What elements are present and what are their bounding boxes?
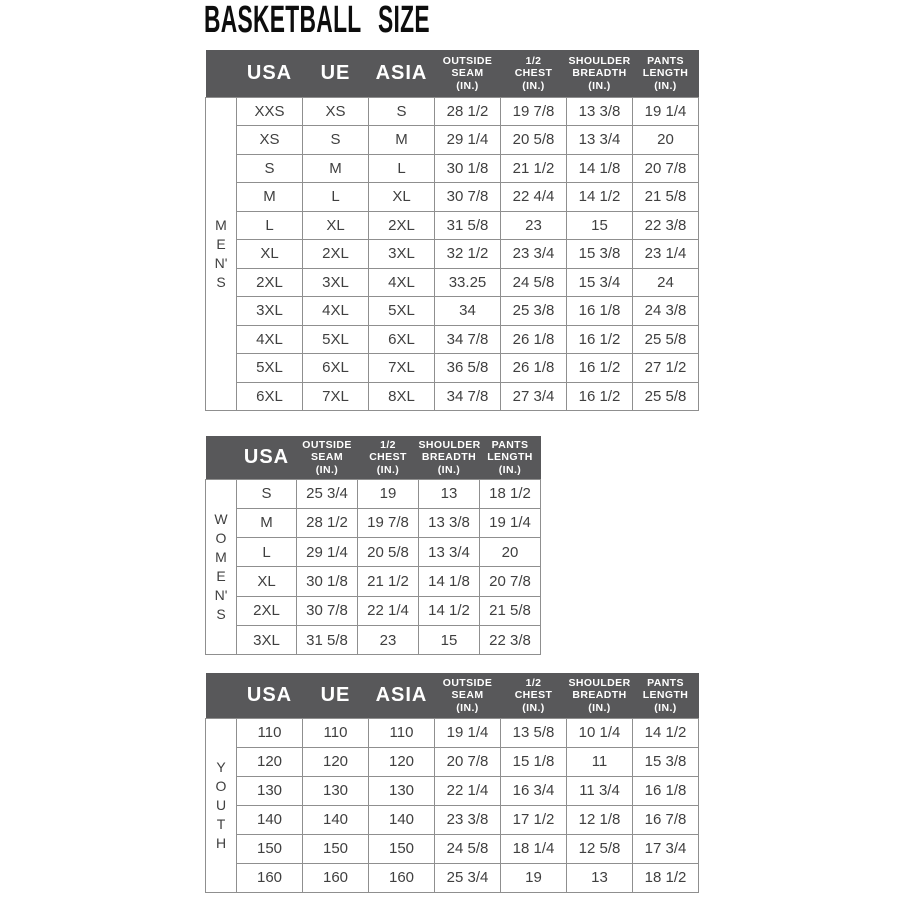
size-cell: 23 3/8 bbox=[435, 805, 501, 834]
column-header: PANTS LENGTH (IN.) bbox=[487, 438, 533, 476]
column-header: UE bbox=[320, 61, 351, 84]
table-row bbox=[206, 183, 699, 212]
column-header: PANTS LENGTH (IN.) bbox=[642, 676, 689, 714]
size-cell: XL bbox=[369, 183, 435, 212]
header-row bbox=[206, 673, 699, 718]
size-cell: 16 3/4 bbox=[501, 776, 567, 805]
size-cell: 22 4/4 bbox=[501, 183, 567, 212]
size-cell: 16 1/2 bbox=[567, 354, 633, 383]
size-cell: 5XL bbox=[237, 354, 303, 383]
size-cell: 160 bbox=[303, 863, 369, 892]
size-cell: 19 bbox=[501, 863, 567, 892]
size-cell: L bbox=[237, 538, 297, 567]
size-cell: 31 5/8 bbox=[297, 625, 358, 654]
size-cell: 14 1/2 bbox=[633, 718, 699, 747]
size-cell: 30 1/8 bbox=[297, 567, 358, 596]
size-cell: 3XL bbox=[237, 297, 303, 326]
size-cell: 24 bbox=[633, 268, 699, 297]
column-header: UE bbox=[320, 683, 351, 706]
size-cell: 2XL bbox=[237, 596, 297, 625]
size-cell: 34 7/8 bbox=[435, 325, 501, 354]
size-cell: 24 3/8 bbox=[633, 297, 699, 326]
column-header: OUTSIDE SEAM (IN.) bbox=[442, 54, 493, 92]
size-cell: 17 3/4 bbox=[633, 834, 699, 863]
size-cell: 23 3/4 bbox=[501, 240, 567, 269]
size-cell: 13 bbox=[419, 479, 480, 508]
size-cell: 110 bbox=[237, 718, 303, 747]
size-cell: S bbox=[369, 97, 435, 126]
size-cell: 14 1/2 bbox=[567, 183, 633, 212]
table-row bbox=[206, 297, 699, 326]
size-cell: 21 5/8 bbox=[480, 596, 541, 625]
size-cell: 23 bbox=[358, 625, 419, 654]
table-row bbox=[206, 596, 541, 625]
size-cell: S bbox=[237, 479, 297, 508]
table-row bbox=[206, 240, 699, 269]
size-cell: 25 5/8 bbox=[633, 382, 699, 411]
size-cell: 3XL bbox=[237, 625, 297, 654]
size-cell: 25 3/8 bbox=[501, 297, 567, 326]
size-cell: 30 1/8 bbox=[435, 154, 501, 183]
size-cell: 24 5/8 bbox=[501, 268, 567, 297]
group-label: M E N' S bbox=[206, 97, 237, 411]
size-cell: 4XL bbox=[303, 297, 369, 326]
size-cell: 19 1/4 bbox=[435, 718, 501, 747]
size-cell: 23 bbox=[501, 211, 567, 240]
size-cell: XS bbox=[303, 97, 369, 126]
size-cell: 7XL bbox=[369, 354, 435, 383]
size-cell: 20 bbox=[480, 538, 541, 567]
size-cell: 20 5/8 bbox=[501, 126, 567, 155]
table-row bbox=[206, 718, 699, 747]
size-cell: XL bbox=[303, 211, 369, 240]
size-cell: 27 1/2 bbox=[633, 354, 699, 383]
size-cell: S bbox=[303, 126, 369, 155]
size-cell: 36 5/8 bbox=[435, 354, 501, 383]
size-cell: 14 1/8 bbox=[419, 567, 480, 596]
size-cell: 25 3/4 bbox=[297, 479, 358, 508]
table-row bbox=[206, 126, 699, 155]
size-cell: 22 1/4 bbox=[358, 596, 419, 625]
size-cell: 22 3/8 bbox=[633, 211, 699, 240]
size-cell: 130 bbox=[237, 776, 303, 805]
size-cell: 26 1/8 bbox=[501, 354, 567, 383]
column-header: ASIA bbox=[375, 683, 428, 706]
size-cell: 6XL bbox=[369, 325, 435, 354]
size-cell: 31 5/8 bbox=[435, 211, 501, 240]
table-row bbox=[206, 268, 699, 297]
table-row bbox=[206, 354, 699, 383]
size-cell: 2XL bbox=[237, 268, 303, 297]
size-cell: 16 1/2 bbox=[567, 382, 633, 411]
size-cell: 110 bbox=[369, 718, 435, 747]
size-cell: 5XL bbox=[369, 297, 435, 326]
header-spacer-cell bbox=[206, 436, 237, 479]
size-cell: 26 1/8 bbox=[501, 325, 567, 354]
column-header: PANTS LENGTH (IN.) bbox=[642, 54, 689, 92]
size-cell: 140 bbox=[303, 805, 369, 834]
size-cell: 32 1/2 bbox=[435, 240, 501, 269]
size-cell: 12 1/8 bbox=[567, 805, 633, 834]
size-cell: 11 3/4 bbox=[567, 776, 633, 805]
column-header: ASIA bbox=[375, 61, 428, 84]
size-cell: 110 bbox=[303, 718, 369, 747]
size-cell: 29 1/4 bbox=[435, 126, 501, 155]
mens-size-table bbox=[205, 50, 699, 411]
size-cell: 19 7/8 bbox=[358, 508, 419, 537]
size-cell: 34 bbox=[435, 297, 501, 326]
size-cell: L bbox=[369, 154, 435, 183]
size-cell: XXS bbox=[237, 97, 303, 126]
column-header: 1/2 CHEST (IN.) bbox=[369, 438, 407, 476]
size-cell: M bbox=[369, 126, 435, 155]
header-row bbox=[206, 436, 541, 479]
size-cell: 120 bbox=[303, 747, 369, 776]
header-spacer-cell bbox=[206, 50, 237, 97]
column-header: SHOULDER BREADTH (IN.) bbox=[568, 54, 631, 92]
table-row bbox=[206, 154, 699, 183]
column-header: 1/2 CHEST (IN.) bbox=[514, 54, 553, 92]
size-cell: 3XL bbox=[369, 240, 435, 269]
size-cell: 20 bbox=[633, 126, 699, 155]
size-cell: 25 5/8 bbox=[633, 325, 699, 354]
size-cell: 130 bbox=[303, 776, 369, 805]
size-cell: 19 bbox=[358, 479, 419, 508]
size-cell: 16 1/8 bbox=[567, 297, 633, 326]
size-cell: 15 1/8 bbox=[501, 747, 567, 776]
size-cell: 4XL bbox=[237, 325, 303, 354]
size-cell: 33.25 bbox=[435, 268, 501, 297]
size-cell: 8XL bbox=[369, 382, 435, 411]
group-label: W O M E N' S bbox=[206, 479, 237, 655]
size-cell: 140 bbox=[237, 805, 303, 834]
size-cell: 2XL bbox=[303, 240, 369, 269]
size-cell: 16 7/8 bbox=[633, 805, 699, 834]
size-cell: 4XL bbox=[369, 268, 435, 297]
size-cell: 10 1/4 bbox=[567, 718, 633, 747]
table-row bbox=[206, 747, 699, 776]
size-cell: 150 bbox=[237, 834, 303, 863]
size-cell: 25 3/4 bbox=[435, 863, 501, 892]
size-cell: 21 5/8 bbox=[633, 183, 699, 212]
size-cell: 13 3/4 bbox=[567, 126, 633, 155]
womens-size-table bbox=[205, 436, 541, 655]
size-cell: 22 3/8 bbox=[480, 625, 541, 654]
column-header: USA bbox=[246, 61, 293, 84]
column-header: USA bbox=[243, 445, 290, 468]
size-cell: 150 bbox=[369, 834, 435, 863]
header-spacer-cell bbox=[206, 673, 237, 718]
table-row bbox=[206, 834, 699, 863]
table-row bbox=[206, 211, 699, 240]
column-header: SHOULDER BREADTH (IN.) bbox=[418, 438, 481, 476]
table-row bbox=[206, 325, 699, 354]
size-cell: 150 bbox=[303, 834, 369, 863]
size-cell: M bbox=[303, 154, 369, 183]
size-cell: L bbox=[303, 183, 369, 212]
size-cell: 12 5/8 bbox=[567, 834, 633, 863]
size-cell: 120 bbox=[369, 747, 435, 776]
size-cell: XL bbox=[237, 240, 303, 269]
size-cell: 15 bbox=[567, 211, 633, 240]
size-cell: M bbox=[237, 183, 303, 212]
group-label: Y O U T H bbox=[206, 718, 237, 892]
column-header: 1/2 CHEST (IN.) bbox=[514, 676, 553, 714]
size-cell: S bbox=[237, 154, 303, 183]
size-cell: M bbox=[237, 508, 297, 537]
size-cell: 13 3/8 bbox=[567, 97, 633, 126]
size-cell: 13 5/8 bbox=[501, 718, 567, 747]
size-cell: 19 1/4 bbox=[480, 508, 541, 537]
size-cell: 22 1/4 bbox=[435, 776, 501, 805]
column-header: OUTSIDE SEAM (IN.) bbox=[302, 438, 352, 476]
size-cell: 130 bbox=[369, 776, 435, 805]
size-cell: 160 bbox=[237, 863, 303, 892]
table-row bbox=[206, 863, 699, 892]
size-cell: XL bbox=[237, 567, 297, 596]
table-row bbox=[206, 776, 699, 805]
size-cell: 16 1/8 bbox=[633, 776, 699, 805]
size-cell: 20 7/8 bbox=[633, 154, 699, 183]
size-cell: 5XL bbox=[303, 325, 369, 354]
size-cell: 13 bbox=[567, 863, 633, 892]
table-row bbox=[206, 382, 699, 411]
size-cell: 20 5/8 bbox=[358, 538, 419, 567]
size-cell: 30 7/8 bbox=[297, 596, 358, 625]
size-cell: 160 bbox=[369, 863, 435, 892]
size-cell: 24 5/8 bbox=[435, 834, 501, 863]
size-cell: 18 1/4 bbox=[501, 834, 567, 863]
column-header: OUTSIDE SEAM (IN.) bbox=[442, 676, 493, 714]
size-cell: 3XL bbox=[303, 268, 369, 297]
size-cell: L bbox=[237, 211, 303, 240]
size-cell: 28 1/2 bbox=[297, 508, 358, 537]
page-title: BASKETBALL SIZE bbox=[204, 0, 430, 41]
size-cell: 18 1/2 bbox=[633, 863, 699, 892]
size-cell: 28 1/2 bbox=[435, 97, 501, 126]
size-cell: 14 1/2 bbox=[419, 596, 480, 625]
size-cell: 21 1/2 bbox=[501, 154, 567, 183]
size-cell: 6XL bbox=[303, 354, 369, 383]
size-cell: 19 7/8 bbox=[501, 97, 567, 126]
size-cell: 23 1/4 bbox=[633, 240, 699, 269]
size-cell: 20 7/8 bbox=[480, 567, 541, 596]
table-row bbox=[206, 538, 541, 567]
table-row bbox=[206, 508, 541, 537]
size-cell: 6XL bbox=[237, 382, 303, 411]
size-cell: 11 bbox=[567, 747, 633, 776]
size-cell: 7XL bbox=[303, 382, 369, 411]
size-cell: 15 bbox=[419, 625, 480, 654]
column-header: SHOULDER BREADTH (IN.) bbox=[568, 676, 631, 714]
size-cell: 21 1/2 bbox=[358, 567, 419, 596]
size-cell: 14 1/8 bbox=[567, 154, 633, 183]
size-cell: 17 1/2 bbox=[501, 805, 567, 834]
header-row bbox=[206, 50, 699, 97]
table-row bbox=[206, 479, 541, 508]
size-cell: 34 7/8 bbox=[435, 382, 501, 411]
size-cell: 20 7/8 bbox=[435, 747, 501, 776]
table-row bbox=[206, 625, 541, 654]
size-cell: 15 3/4 bbox=[567, 268, 633, 297]
size-cell: 15 3/8 bbox=[567, 240, 633, 269]
size-cell: 13 3/4 bbox=[419, 538, 480, 567]
table-row bbox=[206, 97, 699, 126]
size-cell: 16 1/2 bbox=[567, 325, 633, 354]
size-cell: 13 3/8 bbox=[419, 508, 480, 537]
table-row bbox=[206, 805, 699, 834]
size-cell: 19 1/4 bbox=[633, 97, 699, 126]
table-row bbox=[206, 567, 541, 596]
size-cell: 120 bbox=[237, 747, 303, 776]
size-cell: 27 3/4 bbox=[501, 382, 567, 411]
size-cell: 140 bbox=[369, 805, 435, 834]
size-cell: XS bbox=[237, 126, 303, 155]
size-cell: 15 3/8 bbox=[633, 747, 699, 776]
size-cell: 2XL bbox=[369, 211, 435, 240]
size-cell: 29 1/4 bbox=[297, 538, 358, 567]
size-cell: 30 7/8 bbox=[435, 183, 501, 212]
youth-size-table bbox=[205, 673, 699, 893]
column-header: USA bbox=[246, 683, 293, 706]
size-cell: 18 1/2 bbox=[480, 479, 541, 508]
